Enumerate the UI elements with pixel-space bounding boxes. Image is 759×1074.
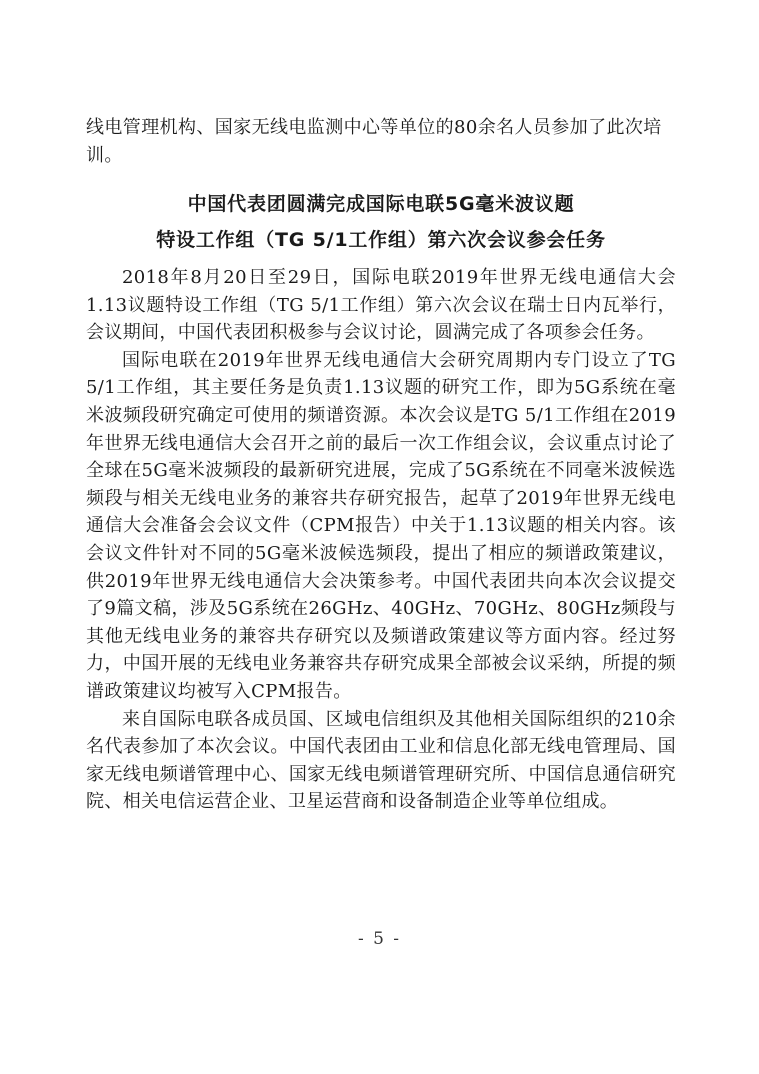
page-number: - 5 - — [357, 929, 402, 949]
body-paragraph-2: 国际电联在2019年世界无线电通信大会研究周期内专门设立了TG 5/1工作组，其主要任务是负责1.13议题的研究工作，即为5G系统在毫米波频段研究确定可使用的频谱资源。本次会议是TG 5/1工作组在2019年世界无线电通信大会召开之前的最后一次工作组会议，会议重点讨论了全球在5G毫米波频段的最新研究进展，完成了5G系统在不同毫米波候选频段与相关无线电业务的兼容共存研究报告，起草了2019年世界无线电通信大会准备会会议文件（CPM报告）中关于1.13议题的相关内容。该会议文件针对不同的5G毫米波候选频段，提出了相应的频谱政策建议，供2019年世界无线电通信大会决策参考。中国代表团共向本次会议提交了9篇文稿，涉及5G系统在26GHz、40GHz、70GHz、80GHz频段与其他无线电业务的兼容共存研究以及频谱政策建议等方面内容。经过努力，中国开展的无线电业务兼容共存研究成果全部被会议采纳，所提的频谱政策建议均被写入CPM报告。 — [86, 349, 676, 702]
article-title-line-1: 中国代表团圆满完成国际电联5G毫米波议题 — [187, 193, 575, 215]
body-paragraph-1: 2018年8月20日至29日，国际电联2019年世界无线电通信大会1.13议题特设工作组（TG 5/1工作组）第六次会议在瑞士日内瓦举行，会议期间，中国代表团积极参与会议讨论，圆满完成了各项参会任务。 — [86, 267, 676, 344]
article-title-line-2: 特设工作组（TG 5/1工作组）第六次会议参会任务 — [156, 229, 606, 251]
body-paragraph-3: 来自国际电联各成员国、区域电信组织及其他相关国际组织的210余名代表参加了本次会议。中国代表团由工业和信息化部无线电管理局、国家无线电频谱管理中心、国家无线电频谱管理研究所、中国信息通信研究院、相关电信运营企业、卫星运营商和设备制造企业等单位组成。 — [86, 708, 677, 813]
article-title — [86, 186, 676, 258]
continuation-paragraph: 线电管理机构、国家无线电监测中心等单位的80余名人员参加了此次培训。 — [86, 117, 662, 166]
article-body — [86, 264, 676, 816]
